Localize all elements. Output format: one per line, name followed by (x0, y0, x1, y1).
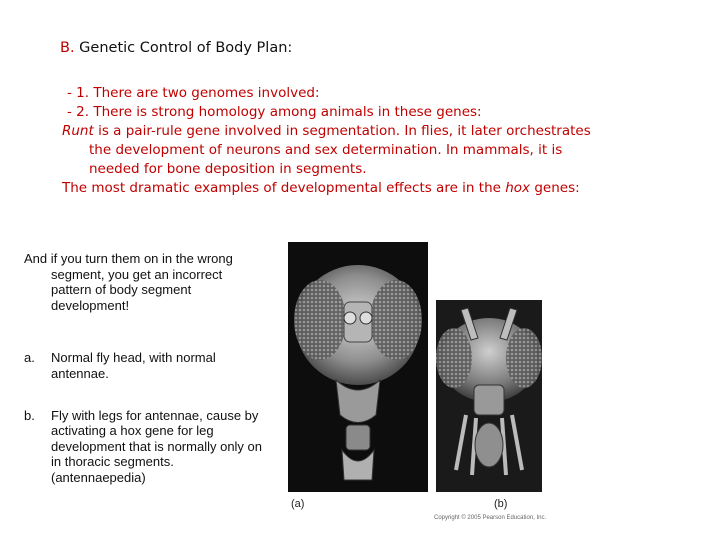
item-a-label: a. (24, 350, 35, 366)
hox-line (62, 179, 662, 198)
heading-prefix: B. (60, 40, 75, 56)
hox-before: The most dramatic examples of developmental effects are in the (62, 180, 506, 196)
fly-micrograph-figure (286, 240, 547, 525)
fly-heads-image (286, 240, 544, 496)
hox-after: genes: (530, 180, 580, 196)
intro-text: And if you turn them on in the wrong segment, you get an incorrect pattern of body segment development! (24, 251, 233, 313)
point-1: - 1. There are two genomes involved: (67, 85, 320, 101)
item-a (24, 350, 264, 381)
runt-line-2: the development of neurons and sex determination. In mammals, it is (89, 142, 563, 158)
item-b (24, 408, 264, 486)
heading-text: Genetic Control of Body Plan: (74, 40, 293, 56)
caption-a: (a) (291, 498, 305, 510)
point-2: - 2. There is strong homology among animals in these genes: (67, 104, 482, 120)
runt-line-1 (62, 122, 662, 141)
caption-b: (b) (494, 498, 508, 510)
hox-word: hox (505, 180, 531, 196)
item-b-text: Fly with legs for antennae, cause by activating a hox gene for leg development that is normally only on in thoracic segments. (antennaepedia) (51, 407, 263, 485)
runt-rest: is a pair-rule gene involved in segmentation. In flies, it later orchestrates (93, 123, 591, 139)
runt-line-3: needed for bone deposition in segments. (89, 161, 367, 177)
main-points (62, 84, 662, 198)
item-a-text: Normal fly head, with normal antennae. (51, 350, 216, 381)
copyright-notice: Copyright © 2005 Pearson Education, Inc. (434, 515, 547, 521)
item-b-label: b. (24, 407, 35, 423)
runt-word: Runt (62, 123, 94, 139)
slide-heading (60, 40, 292, 56)
left-column (24, 251, 264, 486)
